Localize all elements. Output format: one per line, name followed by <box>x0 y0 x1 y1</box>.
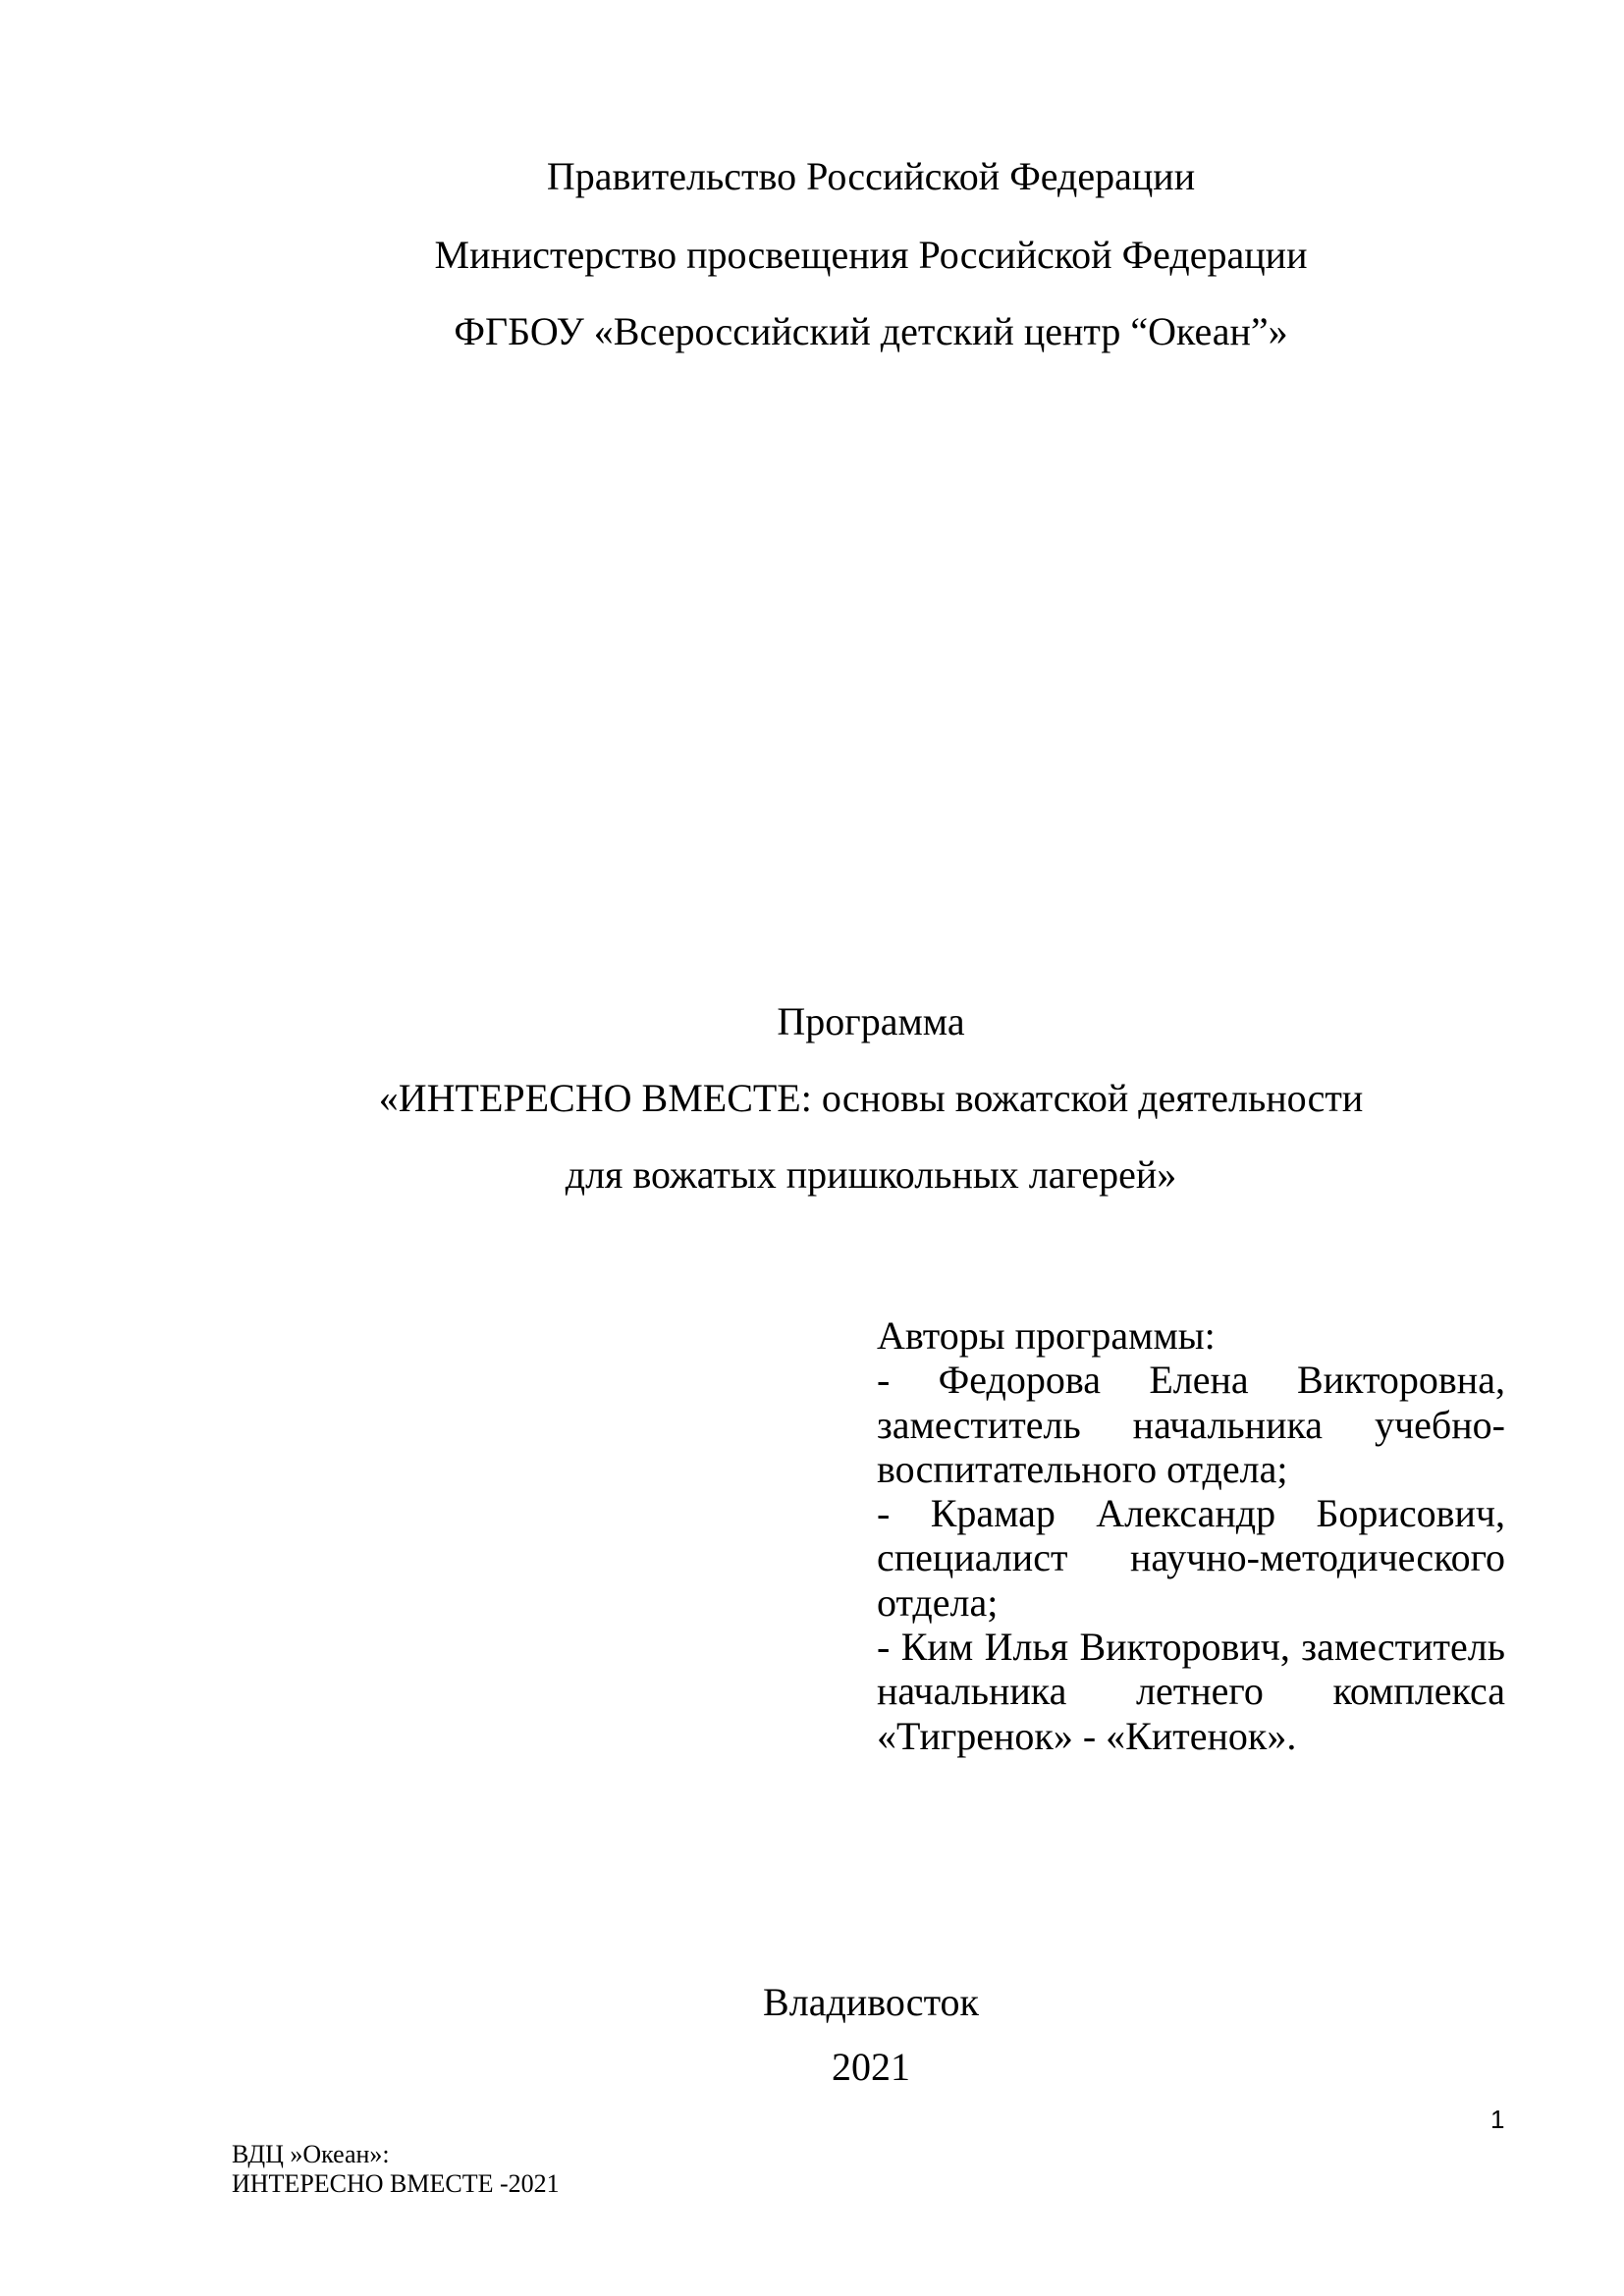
footer-line-2: ИНТЕРЕСНО ВМЕСТЕ -2021 <box>232 2169 560 2198</box>
author-word: Борисович, <box>1316 1491 1505 1536</box>
author-3-name-line <box>877 1625 1505 1669</box>
program-title-line-1: «ИНТЕРЕСНО ВМЕСТЕ: основы вожатской деятельности <box>378 1076 1364 1120</box>
author-word: начальника <box>1132 1402 1324 1447</box>
author-word: летнего <box>1136 1669 1264 1714</box>
author-text: «Тигренок» - «Китенок». <box>877 1713 1297 1758</box>
author-2-position-line-2 <box>877 1580 1505 1625</box>
header-ministry: Министерство просвещения Российской Федерации <box>434 233 1308 277</box>
author-word: Викторовна, <box>1296 1358 1505 1403</box>
list-dash: - <box>877 1358 891 1403</box>
list-dash: - <box>877 1625 891 1670</box>
author-word: заместитель <box>877 1402 1081 1447</box>
author-3-position-line-2 <box>877 1714 1505 1758</box>
authors-block <box>877 1313 1505 1758</box>
author-word: Федорова <box>938 1358 1101 1403</box>
author-word: учебно- <box>1375 1402 1505 1447</box>
header-organization: ФГБОУ «Всероссийский детский центр “Океан”» <box>454 309 1288 353</box>
author-word: научно-методического <box>1129 1535 1505 1580</box>
author-text: отдела; <box>877 1579 999 1625</box>
year: 2021 <box>832 2045 910 2089</box>
author-word: Ким <box>900 1625 974 1670</box>
author-3-position-line-1 <box>877 1669 1505 1713</box>
author-word: специалист <box>877 1535 1068 1580</box>
author-1-position-line-2 <box>877 1447 1505 1491</box>
page-footer <box>232 2140 560 2199</box>
author-word: Викторович, <box>1079 1625 1290 1670</box>
author-word: Илья <box>984 1625 1069 1670</box>
list-dash: - <box>877 1491 891 1536</box>
author-text: воспитательного отдела; <box>877 1446 1288 1491</box>
city: Владивосток <box>763 1980 979 2024</box>
program-title-line-2: для вожатых пришкольных лагерей» <box>565 1152 1177 1197</box>
author-word: заместитель <box>1301 1625 1505 1670</box>
page-number: 1 <box>1490 2105 1505 2134</box>
author-1-position-line-1 <box>877 1403 1505 1447</box>
authors-heading: Авторы программы: <box>877 1313 1216 1358</box>
author-word: комплекса <box>1332 1669 1505 1714</box>
author-word: Елена <box>1149 1358 1249 1403</box>
author-word: Александр <box>1096 1491 1276 1536</box>
footer-line-1: ВДЦ »Океан»: <box>232 2140 390 2168</box>
program-label: Программа <box>777 999 965 1043</box>
header-government: Правительство Российской Федерации <box>546 154 1196 198</box>
author-2-position-line-1 <box>877 1535 1505 1579</box>
author-word: Крамар <box>930 1491 1056 1536</box>
author-2-name-line <box>877 1491 1505 1535</box>
author-1-name-line <box>877 1358 1505 1402</box>
author-word: начальника <box>877 1669 1067 1714</box>
